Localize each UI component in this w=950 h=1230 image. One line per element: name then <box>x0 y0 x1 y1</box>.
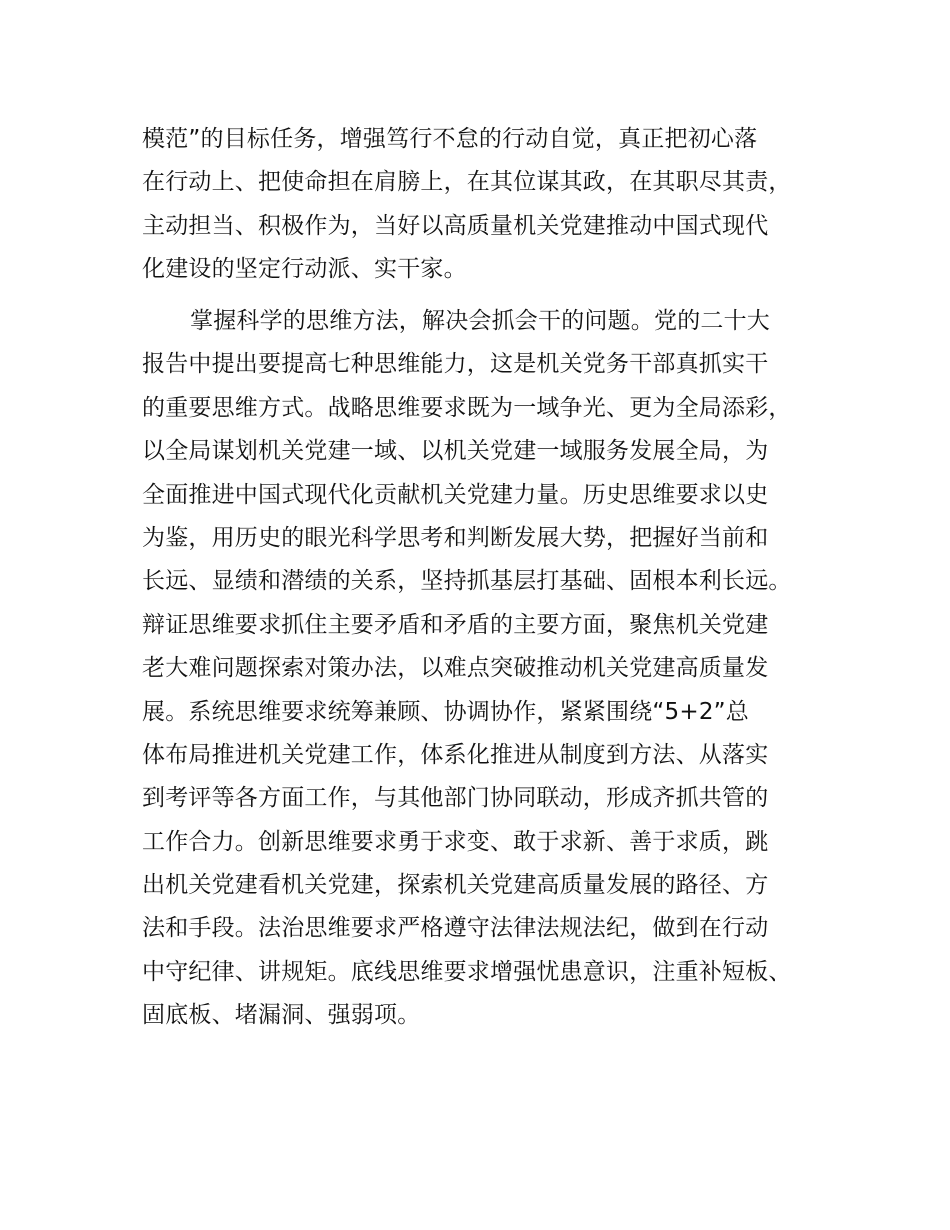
paragraph-line: 全面推进中国式现代化贡献机关党建力量。历史思维要求以史 <box>142 481 769 508</box>
paragraph-line: 化建设的坚定行动派、实干家。 <box>142 256 467 283</box>
paragraph-line: 长远、显绩和潜绩的关系，坚持抓基层打基础、固根本利长远。 <box>142 568 792 595</box>
paragraph-line: 在行动上、把使命担在肩膀上，在其位谋其政，在其职尽其责， <box>142 169 792 196</box>
paragraph-line: 到考评等各方面工作，与其他部门协同联动，形成齐抓共管的 <box>142 785 769 812</box>
paragraph-line: 固底板、堵漏洞、强弱项。 <box>142 1002 421 1029</box>
paragraph-line: 老大难问题探索对策办法，以难点突破推动机关党建高质量发 <box>142 655 769 682</box>
paragraph-line: 主动担当、积极作为，当好以高质量机关党建推动中国式现代 <box>142 212 769 239</box>
paragraph-line: 以全局谋划机关党建一域、以机关党建一域服务发展全局，为 <box>142 438 769 465</box>
paragraph-line: 的重要思维方式。战略思维要求既为一域争光、更为全局添彩， <box>142 394 792 421</box>
paragraph-1 <box>142 118 842 292</box>
paragraph-line: 工作合力。创新思维要求勇于求变、敢于求新、善于求质，跳 <box>142 828 769 855</box>
paragraph-line: 体布局推进机关党建工作，体系化推进从制度到方法、从落实 <box>142 741 769 768</box>
paragraph-line: 报告中提出要提高七种思维能力，这是机关党务干部真抓实干 <box>142 351 769 378</box>
paragraph-line: 辩证思维要求抓住主要矛盾和矛盾的主要方面，聚焦机关党建 <box>142 611 769 638</box>
paragraph-line: 掌握科学的思维方法，解决会抓会干的问题。党的二十大 <box>190 308 770 334</box>
paragraph-line: 中守纪律、讲规矩。底线思维要求增强忧患意识，注重补短板、 <box>142 958 792 985</box>
paragraph-line: 出机关党建看机关党建，探索机关党建高质量发展的路径、方 <box>142 872 769 899</box>
paragraph-line: 法和手段。法治思维要求严格遵守法律法规法纪，做到在行动 <box>142 915 769 942</box>
paragraph-line: 为鉴，用历史的眼光科学思考和判断发展大势，把握好当前和 <box>142 524 769 551</box>
paragraph-line: 模范”的目标任务，增强笃行不怠的行动自觉，真正把初心落 <box>142 126 758 152</box>
paragraph-line: 展。系统思维要求统筹兼顾、协调协作，紧紧围绕“5+2”总 <box>142 698 749 725</box>
paragraph-2 <box>142 300 842 1038</box>
